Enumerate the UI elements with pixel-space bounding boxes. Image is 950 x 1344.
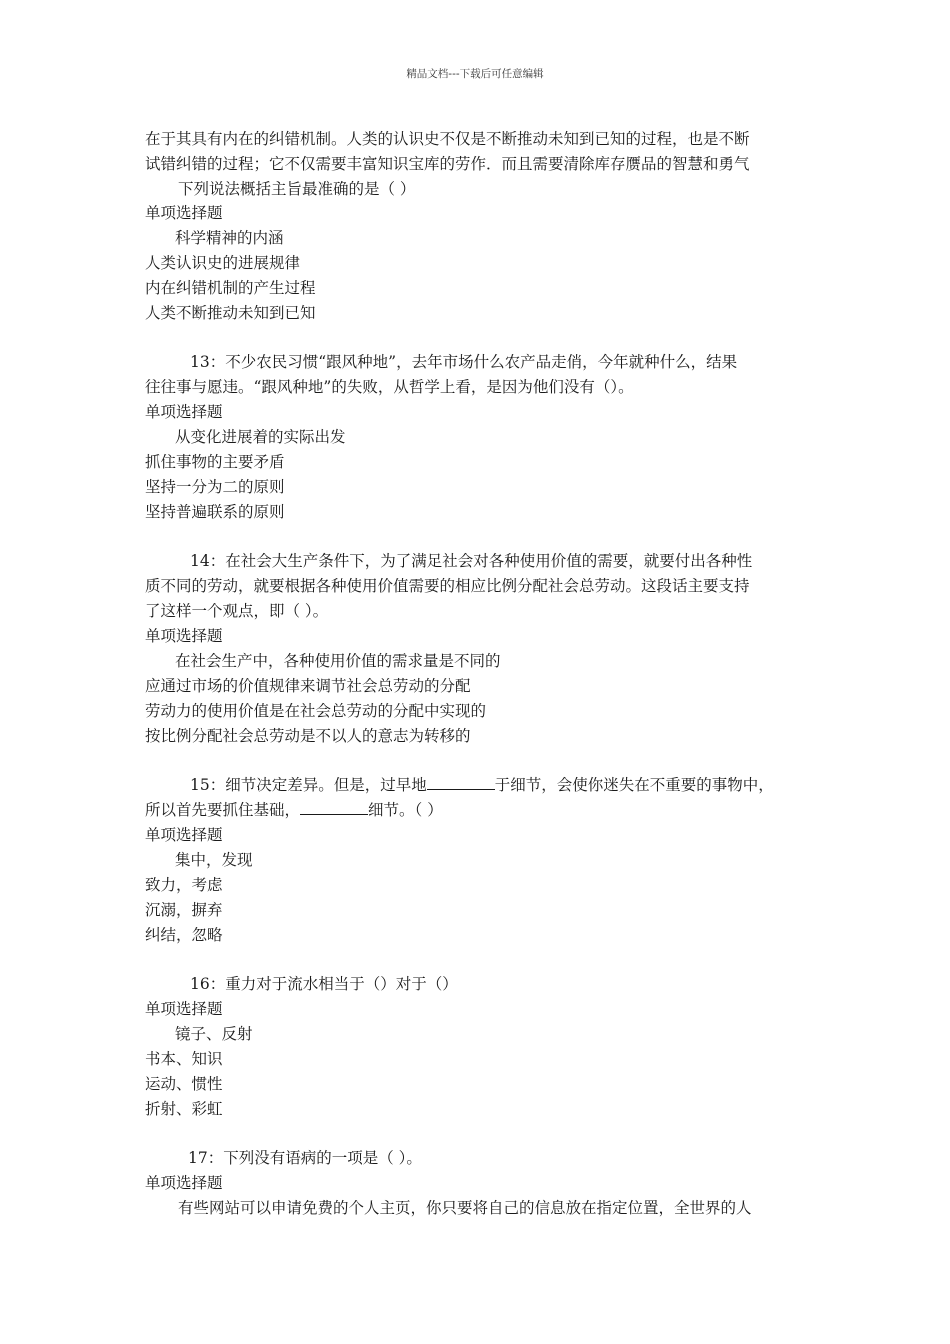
option-b: 人类认识史的进展规律 [145,254,301,272]
option-c: 内在纠错机制的产生过程 [145,279,316,297]
page-header: 精品文档---下载后可任意编辑 [406,68,544,80]
option-d: 纠结，忽略 [145,926,223,944]
option-c: 劳动力的使用价值是在社会总劳动的分配中实现的 [145,702,487,720]
option-b: 抓住事物的主要矛盾 [145,453,285,471]
question-15-text [145,800,443,820]
option-c: 运动、惯性 [145,1075,223,1093]
question-15-part: 细节。（ ） [368,801,443,819]
question-14-text: 了这样一个观点，即（ ）。 [145,602,329,620]
question-text: 试错纠错的过程；它不仅需要丰富知识宝库的劳作．而且需要清除库存赝品的智慧和勇气 [145,155,750,173]
question-14-text: 质不同的劳动，就要根据各种使用价值需要的相应比例分配社会总劳动。这段话主要支持 [145,577,750,595]
question-15-part: 15：细节决定差异。但是，过早地 [190,776,427,794]
fill-blank [300,800,368,815]
option-b: 致力，考虑 [145,876,223,894]
option-a: 镜子、反射 [175,1025,253,1043]
question-13-text: 往往事与愿违。“跟风种地”的失败，从哲学上看，是因为他们没有（）。 [145,378,634,396]
option-c: 坚持一分为二的原则 [145,478,285,496]
question-type: 单项选择题 [145,627,223,645]
option-c: 沉溺，摒弃 [145,901,223,919]
question-type: 单项选择题 [145,1000,223,1018]
question-type: 单项选择题 [145,1174,223,1192]
question-13-text: 13：不少农民习惯“跟风种地”，去年市场什么农产品走俏，今年就种什么，结果 [190,353,738,371]
option-d: 按比例分配社会总劳动是不以人的意志为转移的 [145,727,471,745]
question-type: 单项选择题 [145,403,223,421]
question-14-text: 14：在社会大生产条件下，为了满足社会对各种使用价值的需要，就要付出各种性 [190,552,753,570]
option-b: 书本、知识 [145,1050,223,1068]
option-a: 在社会生产中，各种使用价值的需求量是不同的 [175,652,501,670]
question-text: 在于其具有内在的纠错机制。人类的认识史不仅是不断推动未知到已知的过程，也是不断 [145,130,750,148]
option-d: 折射、彩虹 [145,1100,223,1118]
option-d: 人类不断推动未知到已知 [145,304,316,322]
fill-blank [427,775,495,790]
question-16-text: 16：重力对于流水相当于（）对于（） [190,975,458,993]
question-15-part: 于细节，会使你迷失在不重要的事物中， [494,776,774,794]
option-a: 从变化进展着的实际出发 [175,428,346,446]
option-b: 应通过市场的价值规律来调节社会总劳动的分配 [145,677,471,695]
option-a: 集中，发现 [175,851,253,869]
question-15-text [190,775,774,795]
question-type: 单项选择题 [145,204,223,222]
question-17-text: 17：下列没有语病的一项是（ ）。 [188,1149,422,1167]
option-d: 坚持普遍联系的原则 [145,503,285,521]
option-a: 科学精神的内涵 [175,229,284,247]
question-prompt: 下列说法概括主旨最准确的是（ ） [178,180,416,198]
question-type: 单项选择题 [145,826,223,844]
option-a: 有些网站可以申请免费的个人主页，你只要将自己的信息放在指定位置，全世界的人 [178,1199,752,1217]
question-15-part: 所以首先要抓住基础， [145,801,301,819]
